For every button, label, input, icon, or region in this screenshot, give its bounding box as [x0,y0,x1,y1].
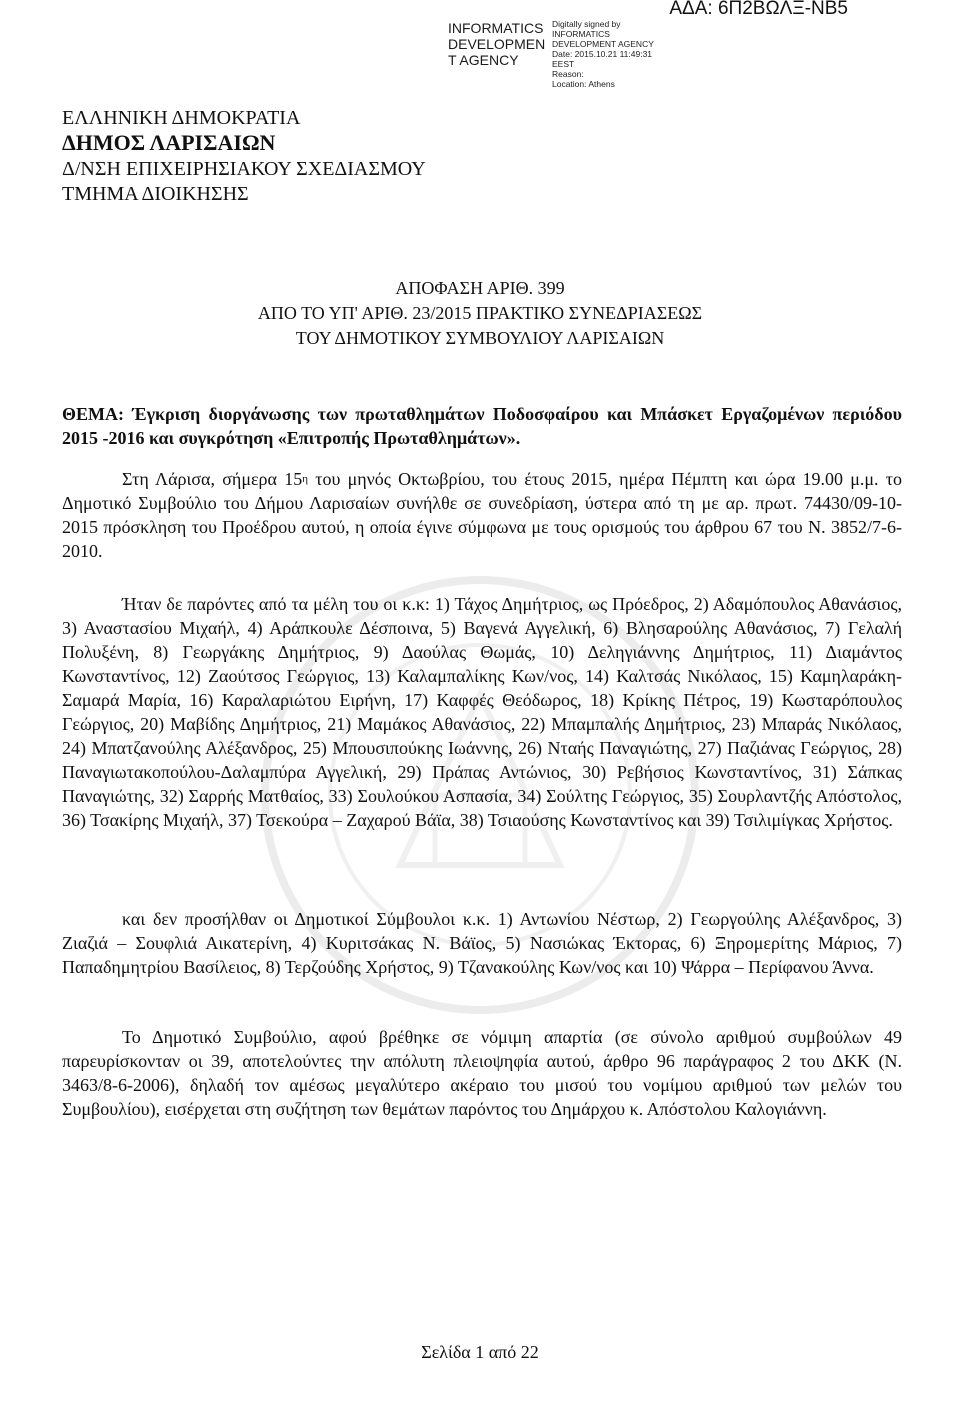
absent-members: και δεν προσήλθαν οι Δημοτικοί Σύμβουλοι κ.κ. 1) Αντωνίου Νέστωρ, 2) Γεωργούλης Αλέξανδρος, 3) Ζιαζιά – Σουφλιά Αικατερίνη, 4) Κυριτσάκας Ν. Βάϊος, 5) Νασιώκας Έκτορας, 6) Ξηρομερίτης Μάριος, 7) Παπαδημητρίου Βασίλειος, 8) Τερζούδης Χρήστος, 9) Τζανακούλης Κων/νος και 10) Ψάρρα – Περίφανου Άννα. [62,909,902,977]
signature-details: Digitally signed by INFORMATICS DEVELOPMENT AGENCY Date: 2015.10.21 11:49:31 EEST Reason: Location: Athens [552,19,654,89]
subject: ΘΕΜΑ: Έγκριση διοργάνωσης των πρωταθλημάτων Ποδοσφαίρου και Μπάσκετ Εργαζομένων περιόδου 2015 -2016 και συγκρότηση «Επιτροπής Πρωταθλημάτων». [62,404,902,448]
header-department: ΤΜΗΜΑ ΔΙΟΙΚΗΣΗΣ [62,183,249,205]
decision-council: ΤΟΥ ΔΗΜΟΤΙΚΟΥ ΣΥΜΒΟΥΛΙΟΥ ΛΑΡΙΣΑΙΩΝ [295,328,665,348]
ada-code: ΑΔΑ: 6Π2ΒΩΛΞ-ΝΒ5 [669,0,848,19]
header-directorate: Δ/ΝΣΗ ΕΠΙΧΕΙΡΗΣΙΑΚΟΥ ΣΧΕΔΙΑΣΜΟΥ [62,158,426,180]
signature-org: INFORMATICS DEVELOPMEN T AGENCY [448,20,546,68]
header-republic: ΕΛΛΗΝΙΚΗ ΔΗΜΟΚΡΑΤΙΑ [62,107,301,129]
intro-paragraph: Στη Λάρισα, σήμερα $15^\eta$ του μηνός Οκτωβρίου, του έτους 2015, ημέρα Πέμπτη και ώρα 19.00 μ.μ. το Δημοτικό Συμβούλιο του Δήμου Λαρισαίων συνήλθε σε συνεδρίαση, ύστερα από τη με αρ. πρωτ. 74430/09-10-2015 πρόσκληση του Προέδρου αυτού, η οποία έγινε σύμφωνα με τους ορισμούς του άρθρου 67 του Ν. 3852/7-6-2010. [62,469,902,561]
present-members: Ήταν δε παρόντες από τα μέλη του οι κ.κ: 1) Τάχος Δημήτριος, ως Πρόεδρος, 2) Αδαμόπουλος Αθανάσιος, 3) Αναστασίου Μιχαήλ, 4) Αράπκουλε Δέσποινα, 5) Βαγενά Αγγελική, 6) Βλησαρούλης Αθανάσιος, 7) Γελαλή Πολυξένη, 8) Γεωργάκης Δημήτριος, 9) Δαούλας Θωμάς, 10) Δεληγιάννης Δημήτριος, 11) Διαμάντος Κωνσταντίνος, 12) Ζαούτσος Γεώργιος, 13) Καλαμπαλίκης Κων/νος, 14) Καλτσάς Νικόλαος, 15) Καμηλαράκη-Σαμαρά Μαρία, 16) Καραλαριώτου Ειρήνη, 17) Καφφές Θεόδωρος, 18) Κρίκης Πέτρος, 19) Κωσταρόπουλος Γεώργιος, 20) Μαβίδης Δημήτριος, 21) Μαμάκος Αθανάσιος, 22) Μπαμπαλής Δημήτριος, 23) Μπαράς Νικόλαος, 24) Μπατζανούλης Αλέξανδρος, 25) Μπουσιπούκης Ιωάννης, 26) Νταής Παναγιώτης, 27) Παζιάνας Γεώργιος, 28) Παναγιωτακοπούλου-Δαλαμπύρα Αγγελική, 29) Πράπας Αντώνιος, 30) Ρεβήσιος Κωνσταντίνος, 31) Σάπκας Παναγιώτης, 32) Σαρρής Ματθαίος, 33) Σουλούκου Ασπασία, 34) Σούλτης Γεώργιος, 35) Σουρλαντζής Απόστολος, 36) Τσακίρης Μιχαήλ, 37) Τσεκούρα – Ζαχαρού Βάϊα, 38) Τσιαούσης Κωνσταντίνος και 39) Τσιλιμίγκας Χρήστος. [62,594,902,830]
header-municipality: ΔΗΜΟΣ ΛΑΡΙΣΑΙΩΝ [62,130,276,155]
quorum-paragraph: Το Δημοτικό Συμβούλιο, αφού βρέθηκε σε νόμιμη απαρτία (σε σύνολο αριθμού συμβούλων 49 παρευρίσκονταν οι 39, αποτελούντες την απόλυτη πλειοψηφία αυτού, άρθρο 96 παράγραφος 2 του ΔΚΚ (Ν. 3463/8-6-2006), δηλαδή τον αμέσως μεγαλύτερο ακέραιο του μισού του νομίμου αριθμού των μελών του Συμβουλίου), εισέρχεται στη συζήτηση των θεμάτων παρόντος του Δημάρχου κ. Απόστολου Καλογιάννη. [62,1027,902,1119]
decision-minutes: ΑΠΟ ΤΟ ΥΠ' ΑΡΙΘ. 23/2015 ΠΡΑΚΤΙΚΟ ΣΥΝΕΔΡΙΑΣΕΩΣ [257,303,703,323]
page-number: Σελίδα 1 από 22 [421,1342,539,1362]
decision-number: ΑΠΟΦΑΣΗ ΑΡΙΘ. 399 [395,278,565,298]
